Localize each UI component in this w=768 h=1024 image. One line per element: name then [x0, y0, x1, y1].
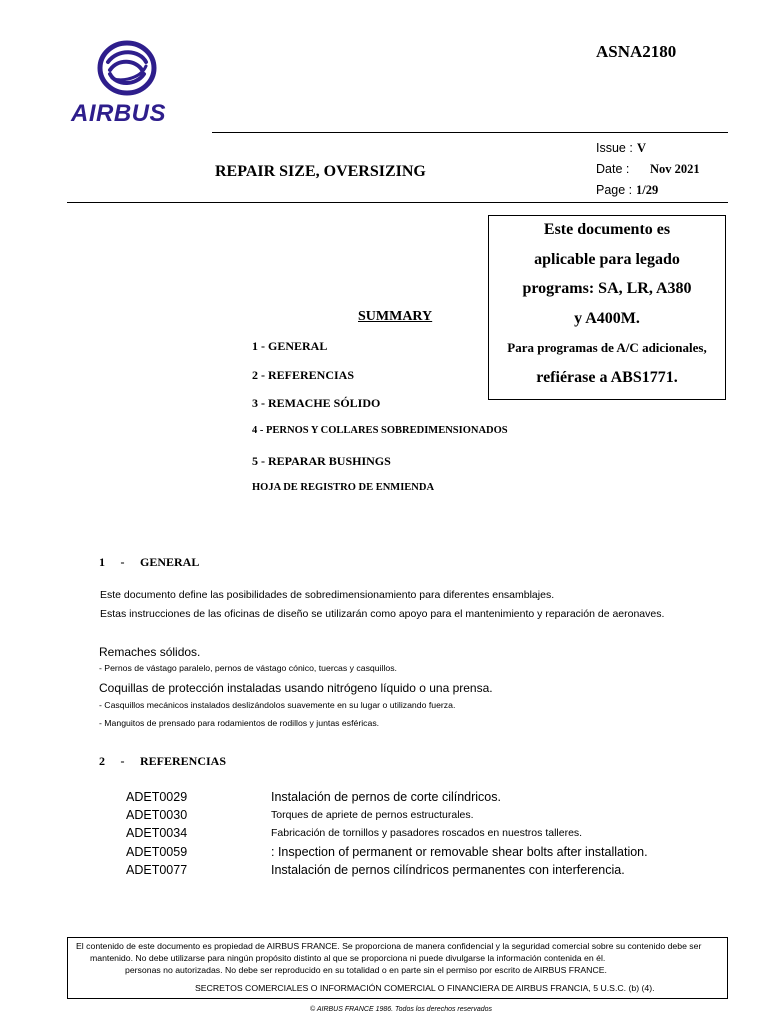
subheading: Coquillas de protección instaladas usando nitrógeno líquido o una prensa.	[99, 681, 493, 695]
airbus-logo-icon	[96, 40, 158, 96]
footer-line: SECRETOS COMERCIALES O INFORMACIÓN COMERCIAL O FINANCIERA DE AIRBUS FRANCIA, 5 U.S.C. (b) (4).	[195, 983, 655, 993]
summary-item: HOJA DE REGISTRO DE ENMIENDA	[252, 482, 435, 493]
bullet-item: - Pernos de vástago paralelo, pernos de vástago cónico, tuercas y casquillos.	[99, 663, 397, 673]
document-code: ASNA2180	[596, 42, 677, 61]
reference-description: Torques de apriete de pernos estructurales.	[271, 809, 474, 821]
reference-description: Instalación de pernos de corte cilíndricos.	[271, 790, 501, 804]
summary-item: 1 - GENERAL	[252, 339, 328, 353]
page-label: Page :	[596, 183, 633, 197]
bullet-item: - Manguitos de prensado para rodamientos de rodillos y juntas esféricas.	[99, 718, 380, 728]
footer-line: personas no autorizadas. No debe ser reproducido en su totalidad o en parte sin el permiso por escrito de AIRBUS FRANCE.	[125, 965, 607, 975]
reference-description: Instalación de pernos cilíndricos permanentes con interferencia.	[271, 863, 625, 877]
summary-item: 3 - REMACHE SÓLIDO	[252, 396, 381, 410]
notice-line: programs: SA, LR, A380	[522, 280, 692, 297]
paragraph: Este documento define las posibilidades de sobredimensionamiento para diferentes ensamblajes.	[100, 589, 555, 601]
issue-value: V	[637, 141, 647, 155]
section-separator: -	[120, 754, 125, 768]
section-number: 2	[99, 754, 105, 768]
summary-item: 5 - REPARAR BUSHINGS	[252, 454, 391, 468]
document-title: REPAIR SIZE, OVERSIZING	[215, 163, 426, 180]
footer-line: mantenido. No debe utilizarse para ningún propósito distinto al que se proporciona ni puede divulgarse la información contenida en él.	[90, 953, 606, 963]
footer-line: El contenido de este documento es propiedad de AIRBUS FRANCE. Se proporciona de manera confidencial y la seguridad comercial sobre su contenido debe ser	[76, 941, 702, 951]
page-value: 1/29	[636, 183, 659, 197]
reference-code: ADET0034	[126, 826, 188, 840]
section-heading-general	[99, 555, 199, 570]
confidentiality-footer	[67, 937, 728, 999]
notice-line: Para programas de A/C adicionales,	[507, 340, 707, 355]
reference-code: ADET0059	[126, 845, 188, 859]
notice-line: Este documento es	[543, 221, 671, 238]
summary-title: SUMMARY	[358, 309, 433, 324]
summary-item: 2 - REFERENCIAS	[252, 368, 355, 382]
applicability-notice	[488, 215, 726, 400]
subheading: Remaches sólidos.	[99, 645, 201, 659]
section-title: REFERENCIAS	[140, 754, 227, 768]
airbus-logo-text: AIRBUS	[71, 100, 167, 127]
reference-code: ADET0077	[126, 863, 188, 877]
reference-code: ADET0030	[126, 808, 188, 822]
summary-item: 4 - PERNOS Y COLLARES SOBREDIMENSIONADOS	[252, 425, 508, 436]
notice-line: aplicable para legado	[534, 251, 680, 268]
notice-line: refiérase a ABS1771.	[536, 369, 678, 386]
copyright-notice: © AIRBUS FRANCE 1986. Todos los derechos reservados	[310, 1006, 493, 1013]
date-value: Nov 2021	[650, 162, 700, 176]
reference-description: Fabricación de tornillos y pasadores roscados en nuestros talleres.	[271, 827, 583, 839]
section-number: 1	[99, 555, 105, 569]
paragraph: Estas instrucciones de las oficinas de diseño se utilizarán como apoyo para el mantenimiento y reparación de aeronaves.	[100, 608, 665, 620]
header-divider-top	[212, 132, 728, 133]
date-label: Date :	[596, 162, 630, 176]
issue-label: Issue :	[596, 141, 633, 155]
bullet-item: - Casquillos mecánicos instalados deslizándolos suavemente en su lugar o utilizando fuerza.	[99, 700, 456, 710]
notice-line: y A400M.	[574, 310, 640, 327]
section-title: GENERAL	[140, 555, 200, 569]
reference-description: : Inspection of permanent or removable shear bolts after installation.	[271, 845, 648, 859]
reference-code: ADET0029	[126, 790, 188, 804]
header-divider-bottom	[67, 202, 728, 203]
section-separator: -	[120, 555, 125, 569]
section-heading-references	[99, 754, 226, 769]
